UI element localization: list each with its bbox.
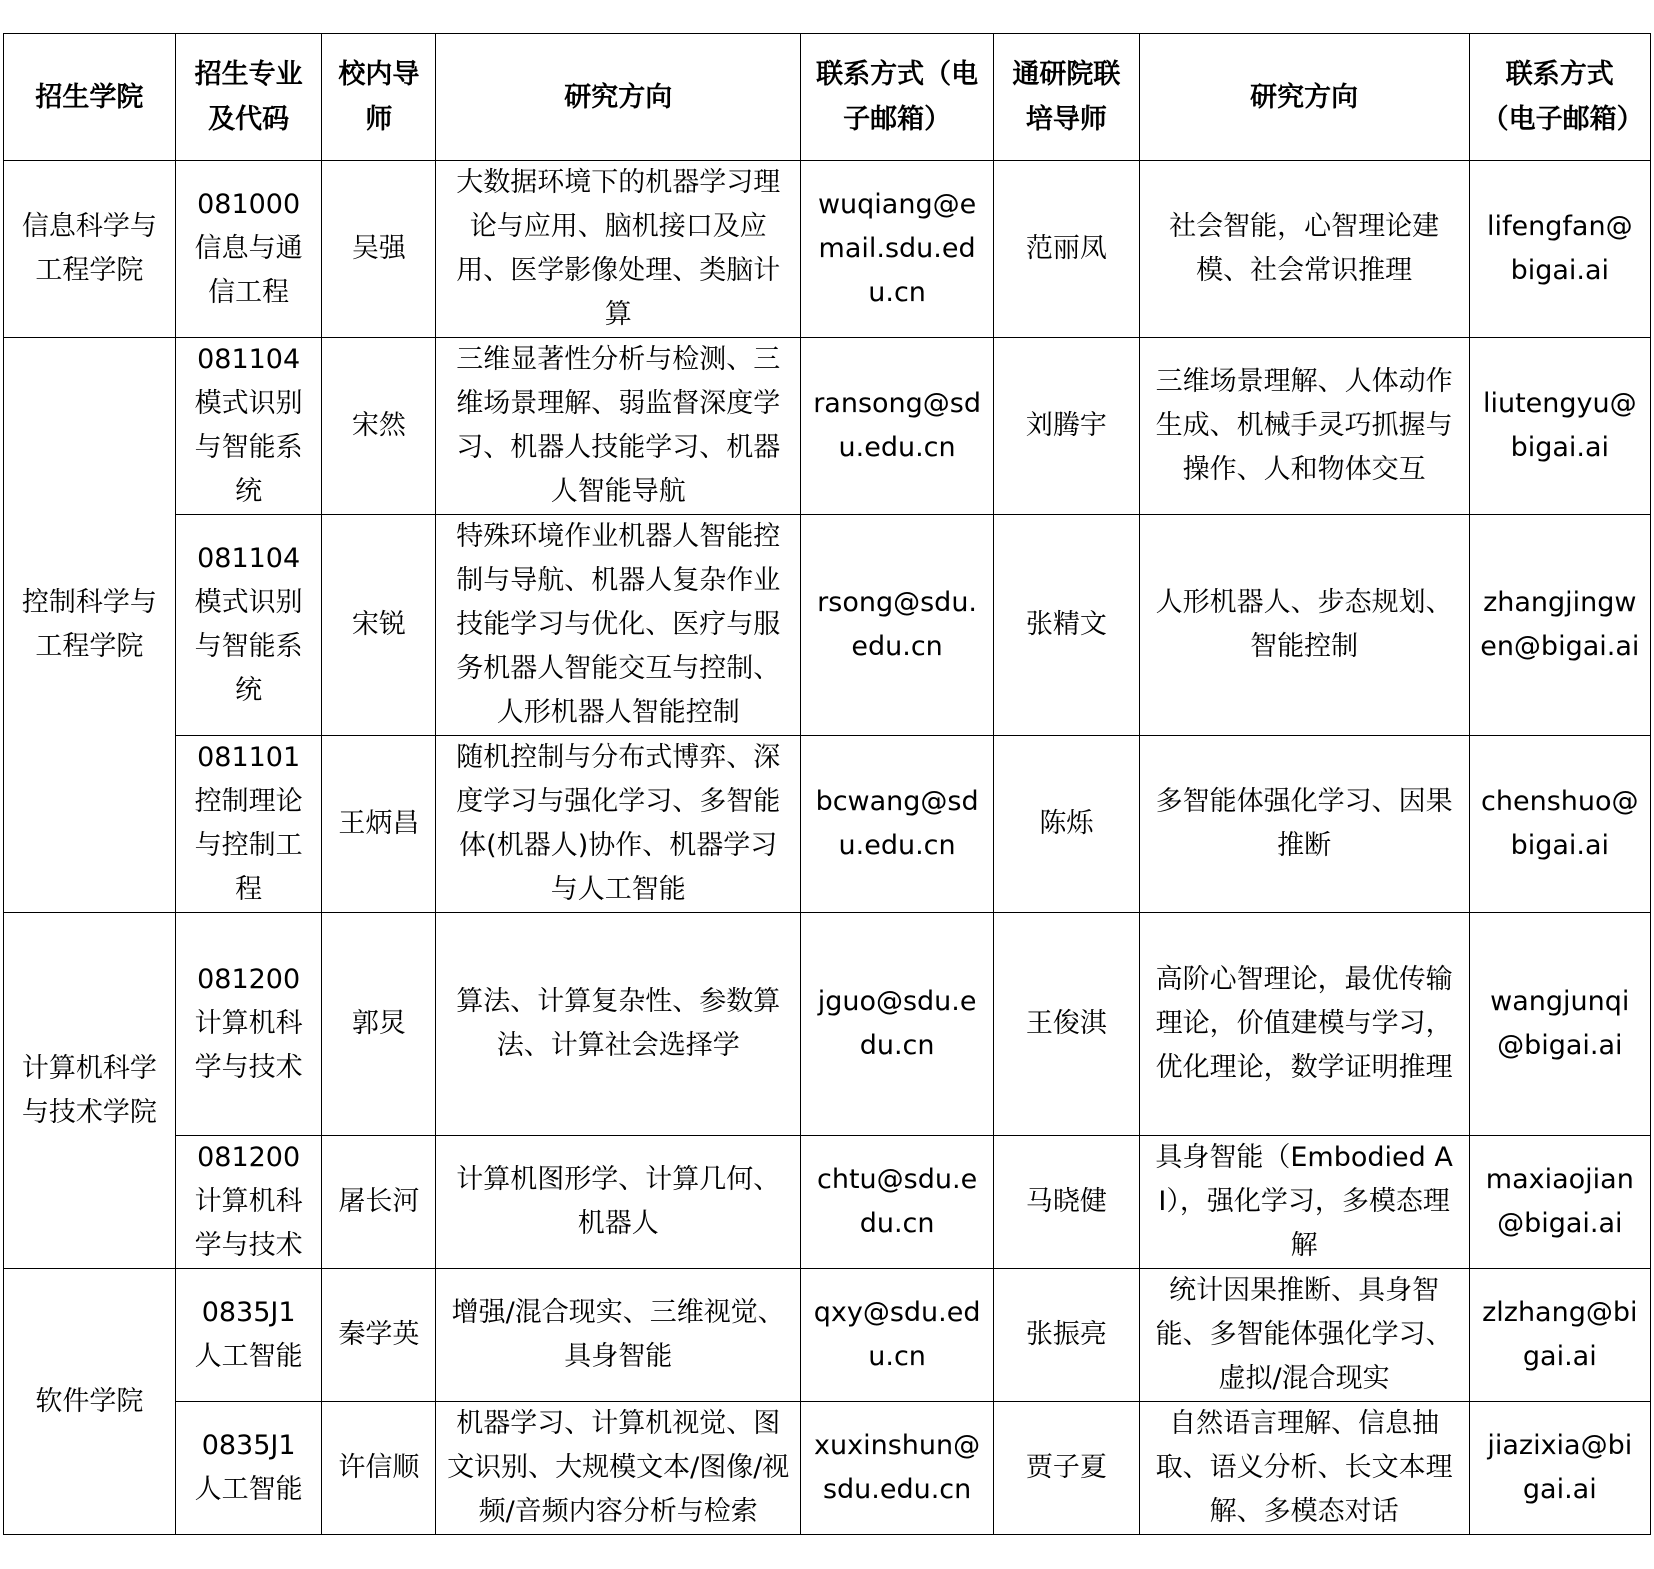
advisor-cell: 吴强 xyxy=(322,161,436,338)
major-cell: 081000 信息与通信工程 xyxy=(175,161,322,338)
bigai-email-cell: zlzhang@bigai.ai xyxy=(1469,1269,1650,1402)
major-cell: 081104 模式识别与智能系统 xyxy=(175,338,322,515)
header-bigai-email: 联系方式（电子邮箱） xyxy=(1469,34,1650,161)
major-cell: 0835J1 人工智能 xyxy=(175,1269,322,1402)
bigai-email-cell: wangjunqi@bigai.ai xyxy=(1469,913,1650,1136)
major-cell: 0835J1 人工智能 xyxy=(175,1402,322,1535)
header-email: 联系方式（电子邮箱） xyxy=(801,34,994,161)
bigai-direction-cell: 社会智能，心智理论建模、社会常识推理 xyxy=(1139,161,1469,338)
bigai-email-cell: zhangjingwen@bigai.ai xyxy=(1469,515,1650,736)
bigai-advisor-cell: 王俊淇 xyxy=(994,913,1140,1136)
bigai-email-cell: jiazixia@bigai.ai xyxy=(1469,1402,1650,1535)
bigai-direction-cell: 统计因果推断、具身智能、多智能体强化学习、虚拟/混合现实 xyxy=(1139,1269,1469,1402)
direction-cell: 算法、计算复杂性、参数算法、计算社会选择学 xyxy=(436,913,801,1136)
header-major: 招生专业及代码 xyxy=(175,34,322,161)
major-cell: 081200 计算机科学与技术 xyxy=(175,1136,322,1269)
table-row xyxy=(4,1269,1651,1402)
bigai-direction-cell: 三维场景理解、人体动作生成、机械手灵巧抓握与操作、人和物体交互 xyxy=(1139,338,1469,515)
bigai-direction-cell: 自然语言理解、信息抽取、语义分析、长文本理解、多模态对话 xyxy=(1139,1402,1469,1535)
advisor-cell: 屠长河 xyxy=(322,1136,436,1269)
college-cell: 控制科学与工程学院 xyxy=(4,338,176,913)
advisor-cell: 宋然 xyxy=(322,338,436,515)
advisor-cell: 宋锐 xyxy=(322,515,436,736)
bigai-advisor-cell: 范丽凤 xyxy=(994,161,1140,338)
bigai-email-cell: maxiaojian@bigai.ai xyxy=(1469,1136,1650,1269)
direction-cell: 增强/混合现实、三维视觉、具身智能 xyxy=(436,1269,801,1402)
college-cell: 计算机科学与技术学院 xyxy=(4,913,176,1269)
bigai-direction-cell: 人形机器人、步态规划、智能控制 xyxy=(1139,515,1469,736)
direction-cell: 机器学习、计算机视觉、图文识别、大规模文本/图像/视频/音频内容分析与检索 xyxy=(436,1402,801,1535)
header-row xyxy=(4,34,1651,161)
header-direction: 研究方向 xyxy=(436,34,801,161)
college-cell: 信息科学与工程学院 xyxy=(4,161,176,338)
bigai-advisor-cell: 陈烁 xyxy=(994,736,1140,913)
direction-cell: 计算机图形学、计算几何、机器人 xyxy=(436,1136,801,1269)
bigai-direction-cell: 高阶心智理论，最优传输理论，价值建模与学习，优化理论，数学证明推理 xyxy=(1139,913,1469,1136)
table-row xyxy=(4,1402,1651,1535)
bigai-advisor-cell: 贾子夏 xyxy=(994,1402,1140,1535)
advisor-cell: 郭炅 xyxy=(322,913,436,1136)
college-cell: 软件学院 xyxy=(4,1269,176,1535)
table-row xyxy=(4,736,1651,913)
bigai-direction-cell: 多智能体强化学习、因果推断 xyxy=(1139,736,1469,913)
email-cell: ransong@sdu.edu.cn xyxy=(801,338,994,515)
email-cell: jguo@sdu.edu.cn xyxy=(801,913,994,1136)
major-cell: 081200 计算机科学与技术 xyxy=(175,913,322,1136)
advisor-cell: 许信顺 xyxy=(322,1402,436,1535)
email-cell: bcwang@sdu.edu.cn xyxy=(801,736,994,913)
table-row xyxy=(4,913,1651,1136)
email-cell: chtu@sdu.edu.cn xyxy=(801,1136,994,1269)
enrollment-table xyxy=(3,33,1651,1535)
header-bigai-advisor: 通研院联培导师 xyxy=(994,34,1140,161)
table-row xyxy=(4,338,1651,515)
bigai-advisor-cell: 张振亮 xyxy=(994,1269,1140,1402)
bigai-advisor-cell: 马晓健 xyxy=(994,1136,1140,1269)
bigai-email-cell: liutengyu@bigai.ai xyxy=(1469,338,1650,515)
direction-cell: 三维显著性分析与检测、三维场景理解、弱监督深度学习、机器人技能学习、机器人智能导航 xyxy=(436,338,801,515)
bigai-direction-cell: 具身智能（Embodied AI），强化学习，多模态理解 xyxy=(1139,1136,1469,1269)
major-cell: 081104 模式识别与智能系统 xyxy=(175,515,322,736)
bigai-email-cell: chenshuo@bigai.ai xyxy=(1469,736,1650,913)
bigai-email-cell: lifengfan@bigai.ai xyxy=(1469,161,1650,338)
header-bigai-direction: 研究方向 xyxy=(1139,34,1469,161)
header-college: 招生学院 xyxy=(4,34,176,161)
advisor-cell: 王炳昌 xyxy=(322,736,436,913)
direction-cell: 大数据环境下的机器学习理论与应用、脑机接口及应用、医学影像处理、类脑计算 xyxy=(436,161,801,338)
major-cell: 081101 控制理论与控制工程 xyxy=(175,736,322,913)
direction-cell: 特殊环境作业机器人智能控制与导航、机器人复杂作业技能学习与优化、医疗与服务机器人智能交互与控制、人形机器人智能控制 xyxy=(436,515,801,736)
table-row xyxy=(4,161,1651,338)
advisor-cell: 秦学英 xyxy=(322,1269,436,1402)
table-row xyxy=(4,1136,1651,1269)
email-cell: rsong@sdu.edu.cn xyxy=(801,515,994,736)
bigai-advisor-cell: 张精文 xyxy=(994,515,1140,736)
header-advisor: 校内导师 xyxy=(322,34,436,161)
bigai-advisor-cell: 刘腾宇 xyxy=(994,338,1140,515)
direction-cell: 随机控制与分布式博弈、深度学习与强化学习、多智能体(机器人)协作、机器学习与人工智能 xyxy=(436,736,801,913)
email-cell: qxy@sdu.edu.cn xyxy=(801,1269,994,1402)
email-cell: wuqiang@email.sdu.edu.cn xyxy=(801,161,994,338)
email-cell: xuxinshun@sdu.edu.cn xyxy=(801,1402,994,1535)
table-row xyxy=(4,515,1651,736)
